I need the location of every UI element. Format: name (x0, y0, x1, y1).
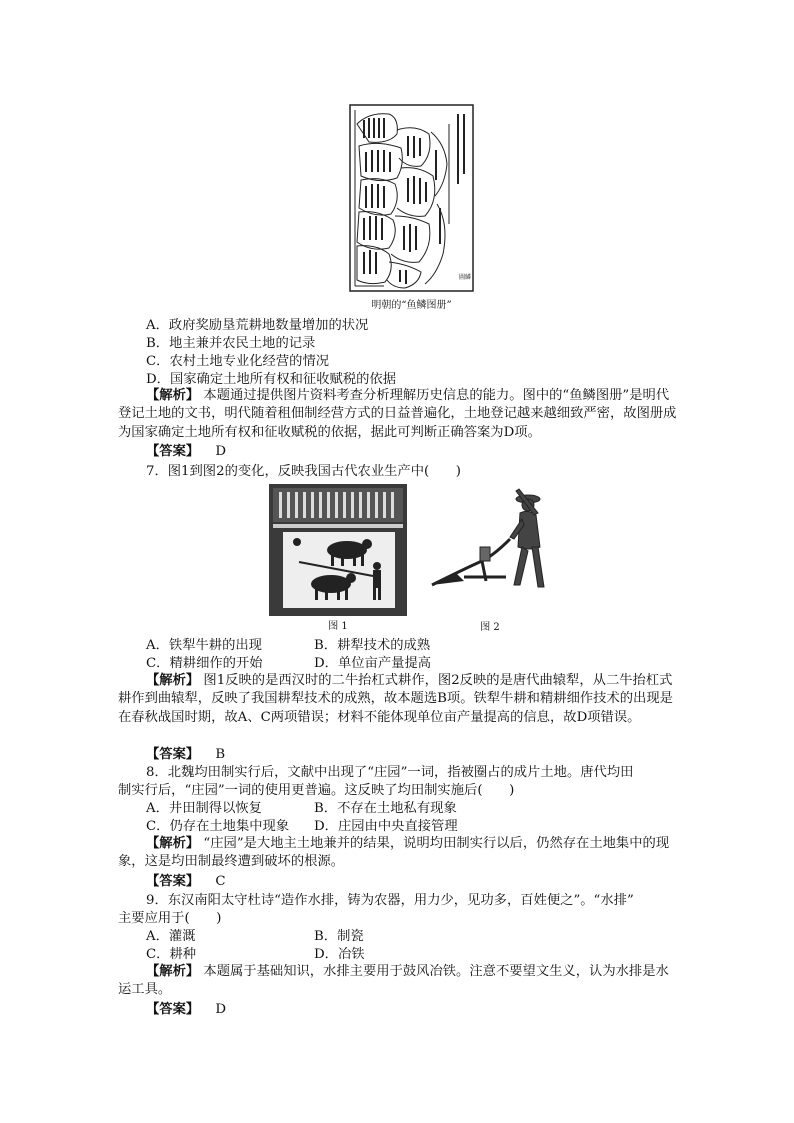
q7-option-c: C．精耕细作的开始 (146, 656, 263, 671)
fig2-caption: 图 2 (480, 622, 500, 633)
q7-answer (146, 746, 225, 764)
ox-plough-rubbing-image (269, 484, 407, 616)
curved-plough-image (424, 485, 554, 595)
q9-stem-line1: 9．东汉南阳太守杜诗“造作水排，铸为农器，用力少，见功多，百姓便之”。“水排” (146, 893, 634, 908)
q7-analysis (118, 672, 678, 727)
q9-option-b: B．制瓷 (314, 929, 364, 944)
q9-option-a: A．灌溉 (146, 929, 196, 944)
q6-analysis (118, 387, 678, 442)
q6-option-a: A．政府奖励垦荒耕地数量增加的状况 (146, 318, 369, 333)
q7-option-d: D．单位亩产量提高 (314, 656, 432, 671)
q8-option-c: C．仍存在土地集中现象 (146, 819, 290, 834)
fig1-caption: 图 1 (328, 621, 348, 632)
q7-analysis-text: 图1反映的是西汉时的二牛抬杠式耕作，图2反映的是唐代曲辕犁，从二牛抬杠式耕作到曲辕犁，反映了我国耕犁技术的成熟，故本题选B项。铁犁牛耕和精耕细作技术的出现是在春秋战国时期，故A、C两项错误；材料不能体现单位亩产量提高的信息，故D项错误。 (118, 673, 673, 725)
q8-option-b: B．不存在土地私有现象 (314, 801, 457, 816)
fish-scale-register-caption: 明朝的“鱼鳞图册” (371, 300, 452, 311)
q8-answer (146, 873, 226, 891)
q8-answer-label: 【答案】 (146, 874, 200, 889)
q8-option-a: A．井田制得以恢复 (146, 801, 262, 816)
q6-option-b: B．地主兼并农民土地的记录 (146, 336, 316, 351)
q9-analysis-text: 本题属于基础知识，水排主要用于鼓风冶铁。注意不要望文生义，认为水排是水运工具。 (118, 964, 669, 998)
q9-answer-value: D (215, 1002, 227, 1017)
q9-analysis (118, 963, 678, 1000)
q8-analysis (118, 835, 678, 872)
q6-answer-label: 【答案】 (146, 444, 200, 459)
fish-scale-register-image (349, 104, 474, 292)
q7-analysis-label: 【解析】 (146, 673, 200, 688)
q6-analysis-label: 【解析】 (146, 388, 200, 403)
q6-analysis-text: 本题通过提供图片资料考查分析理解历史信息的能力。图中的“鱼鳞图册”是明代登记土地的文书，明代随着租佃制经营方式的日益普遍化，土地登记越来越细致严密，故图册成为国家确定土地所有权和征收赋税的依据，据此可判断正确答案为D项。 (118, 388, 677, 440)
q7-stem: 7．图1到图2的变化，反映我国古代农业生产中( ) (146, 464, 461, 479)
q9-answer (146, 1001, 226, 1019)
q7-answer-label: 【答案】 (146, 747, 200, 762)
q8-stem-line1: 8．北魏均田制实行后，文献中出现了“庄园”一词，指被圈占的成片土地。唐代均田 (146, 765, 634, 780)
q8-analysis-label: 【解析】 (146, 836, 200, 851)
q9-option-c: C．耕种 (146, 947, 197, 962)
q9-stem-line2: 主要应用于( ) (118, 911, 222, 926)
q6-answer (146, 443, 226, 461)
q9-answer-label: 【答案】 (146, 1002, 200, 1017)
q6-answer-value: D (215, 444, 227, 459)
q8-option-d: D．庄园由中央直接管理 (314, 819, 458, 834)
register-stamp: 圖鱗 (459, 274, 472, 281)
q7-option-b: B．耕犁技术的成熟 (314, 638, 431, 653)
q8-stem-line2: 制实行后，“庄园”一词的使用更普遍。这反映了均田制实施后( ) (118, 783, 515, 798)
q6-option-d: D．国家确定土地所有权和征收赋税的依据 (146, 372, 397, 387)
q9-analysis-label: 【解析】 (146, 964, 200, 979)
q7-option-a: A．铁犁牛耕的出现 (146, 638, 262, 653)
q8-analysis-text: “庄园”是大地主土地兼并的结果，说明均田制实行以后，仍然存在土地集中的现象，这是均田制最终遭到破坏的根源。 (118, 836, 670, 870)
q9-option-d: D．冶铁 (314, 947, 365, 962)
q6-option-c: C．农村土地专业化经营的情况 (146, 354, 330, 369)
q8-answer-value: C (215, 874, 226, 889)
q7-answer-value: B (215, 747, 226, 762)
